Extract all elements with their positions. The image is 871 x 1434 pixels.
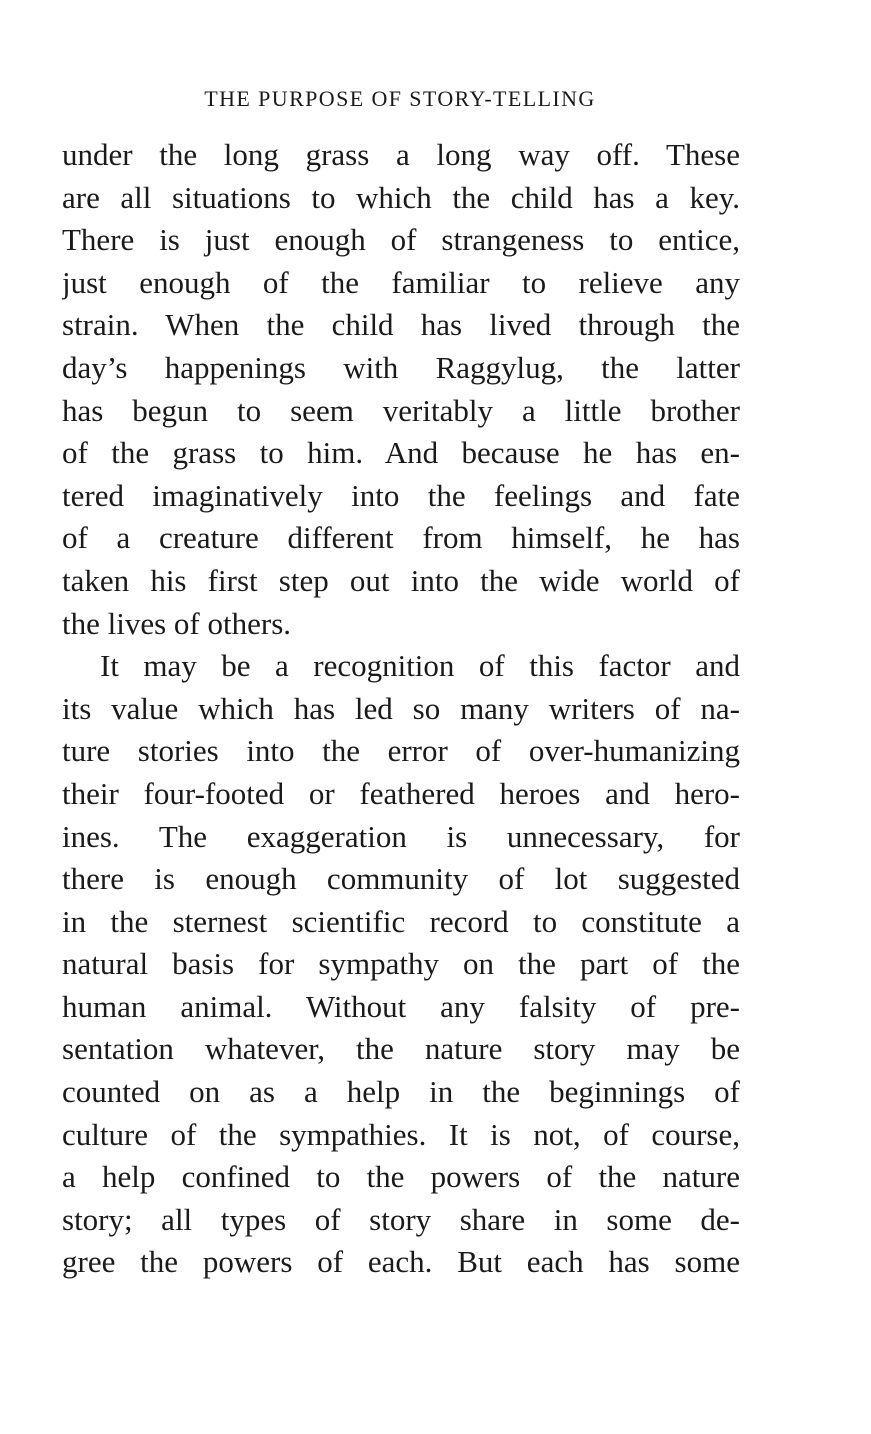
text-line: strain. When the child has lived through the — [62, 307, 740, 343]
text-line: its value which has led so many writers of na- — [62, 690, 740, 726]
body-text — [62, 134, 740, 1284]
running-head: THE PURPOSE OF STORY-TELLING — [204, 86, 596, 111]
paragraph-2 — [62, 645, 740, 1284]
text-line: There is just enough of strangeness to entice, — [62, 222, 740, 258]
text-line: there is enough community of lot suggested — [62, 861, 740, 897]
text-line: are all situations to which the child has a key. — [62, 179, 740, 215]
text-line: It may be a recognition of this factor and — [100, 648, 740, 684]
paragraph-1 — [62, 134, 740, 645]
text-line: counted on as a help in the beginnings of — [62, 1074, 740, 1110]
text-line: their four-footed or feathered heroes and hero- — [62, 775, 740, 811]
text-line: culture of the sympathies. It is not, of course, — [62, 1116, 740, 1152]
text-line: of a creature different from himself, he has — [62, 520, 740, 556]
text-line: in the sternest scientific record to constitute a — [62, 903, 740, 939]
text-line: has begun to seem veritably a little brother — [62, 392, 740, 428]
text-line: taken his first step out into the wide world of — [62, 562, 740, 598]
text-line: human animal. Without any falsity of pre- — [62, 988, 740, 1024]
text-line: ture stories into the error of over-humanizing — [62, 733, 740, 769]
text-line: under the long grass a long way off. These — [62, 137, 740, 172]
text-line: of the grass to him. And because he has en- — [62, 435, 740, 471]
text-line: ines. The exaggeration is unnecessary, for — [62, 818, 740, 854]
text-line: gree the powers of each. But each has some — [62, 1244, 740, 1280]
text-line: story; all types of story share in some de- — [62, 1201, 740, 1237]
text-line: sentation whatever, the nature story may be — [62, 1031, 740, 1067]
text-line: natural basis for sympathy on the part of the — [62, 946, 740, 982]
text-line: tered imaginatively into the feelings and fate — [62, 477, 740, 513]
text-line: just enough of the familiar to relieve any — [62, 264, 740, 300]
text-line: the lives of others. — [62, 605, 292, 641]
text-line: day’s happenings with Raggylug, the latter — [62, 349, 740, 385]
text-line: a help confined to the powers of the nature — [62, 1159, 740, 1195]
